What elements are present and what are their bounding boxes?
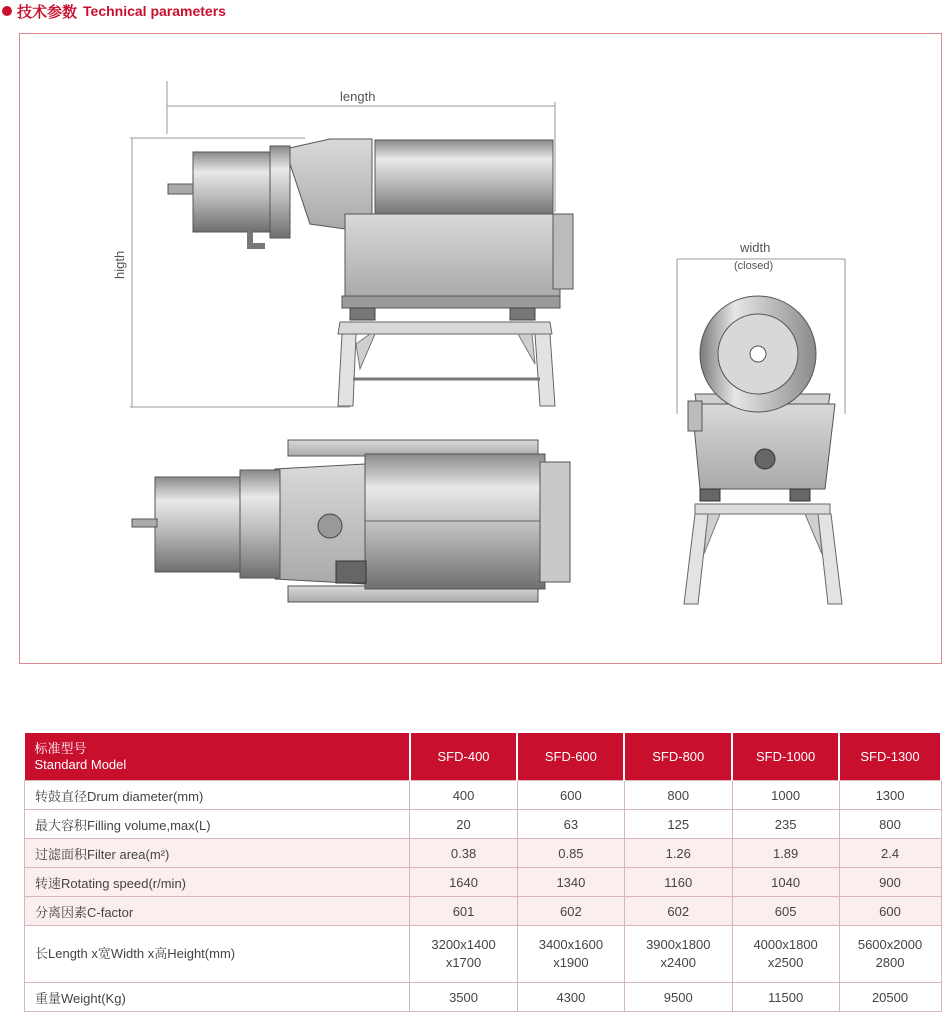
- cell-line: x1700: [445, 955, 482, 970]
- cell-line: 4000x1800: [753, 937, 818, 952]
- heading-en: Technical parameters: [83, 3, 226, 19]
- table-cell: 1340: [517, 868, 624, 897]
- machine-drawings: [20, 34, 941, 663]
- table-row: [25, 983, 942, 1012]
- table-cell: [624, 926, 732, 983]
- table-cell: 3500: [410, 983, 518, 1012]
- model-header: [25, 733, 410, 781]
- width-closed-label: (closed): [734, 260, 774, 272]
- table-row: [25, 868, 942, 897]
- table-cell: [410, 926, 518, 983]
- table-cell: 1300: [839, 781, 941, 810]
- table-cell: 1.26: [624, 839, 732, 868]
- table-cell: 20500: [839, 983, 941, 1012]
- table-cell: 1640: [410, 868, 518, 897]
- row-label: 过滤面积Filter area(m²): [25, 839, 410, 868]
- table-cell: 2.4: [839, 839, 941, 868]
- model-col-header: SFD-1000: [732, 733, 839, 781]
- table-row: [25, 839, 942, 868]
- section-heading: [2, 0, 226, 22]
- table-cell: [732, 926, 839, 983]
- bullet-icon: [2, 6, 12, 16]
- table-cell: 400: [410, 781, 518, 810]
- row-label: 最大容积Filling volume,max(L): [25, 810, 410, 839]
- table-row: [25, 810, 942, 839]
- table-row: [25, 926, 942, 983]
- table-cell: 9500: [624, 983, 732, 1012]
- side-view-drawing: [130, 81, 573, 407]
- row-label: 重量Weight(Kg): [25, 983, 410, 1012]
- table-row: [25, 781, 942, 810]
- row-label: 分离因素C-factor: [25, 897, 410, 926]
- table-cell: [517, 926, 624, 983]
- row-label: 转速Rotating speed(r/min): [25, 868, 410, 897]
- cell-line: 5600x2000: [857, 937, 923, 952]
- table-cell: 800: [839, 810, 941, 839]
- cell-line: x2500: [767, 955, 804, 970]
- end-view-drawing: [677, 259, 845, 604]
- table-cell: 1160: [624, 868, 732, 897]
- table-cell: 602: [517, 897, 624, 926]
- table-cell: 0.38: [410, 839, 518, 868]
- model-header-zh: 标准型号: [34, 740, 87, 756]
- cell-line: 3900x1800: [646, 937, 711, 952]
- table-cell: 63: [517, 810, 624, 839]
- table-cell: 235: [732, 810, 839, 839]
- row-label: 长Length x宽Width x高Height(mm): [25, 926, 410, 983]
- table-cell: 1040: [732, 868, 839, 897]
- model-header-en: Standard Model: [34, 756, 127, 772]
- length-label: length: [340, 89, 376, 104]
- table-cell: 4300: [517, 983, 624, 1012]
- table-cell: 20: [410, 810, 518, 839]
- table-cell: 1000: [732, 781, 839, 810]
- cell-line: 3200x1400: [431, 937, 496, 952]
- heading-zh: 技术参数: [17, 2, 78, 21]
- height-label: higth: [112, 250, 127, 279]
- table-cell: 900: [839, 868, 941, 897]
- model-col-header: SFD-800: [624, 733, 732, 781]
- table-cell: 600: [839, 897, 941, 926]
- table-row: [25, 897, 942, 926]
- model-col-header: SFD-1300: [839, 733, 941, 781]
- table-cell: 800: [624, 781, 732, 810]
- top-view-drawing: [132, 440, 570, 602]
- model-col-header: SFD-400: [410, 733, 518, 781]
- row-label: 转鼓直径Drum diameter(mm): [25, 781, 410, 810]
- table-cell: [839, 926, 941, 983]
- table-cell: 1.89: [732, 839, 839, 868]
- width-label: width: [740, 240, 771, 255]
- table-header-row: [25, 733, 942, 781]
- table-cell: 605: [732, 897, 839, 926]
- table-cell: 600: [517, 781, 624, 810]
- spec-table: [24, 733, 942, 1012]
- machine-diagram-panel: [19, 33, 942, 664]
- cell-line: x2400: [660, 955, 696, 970]
- cell-line: 3400x1600: [538, 937, 604, 952]
- cell-line: x1900: [553, 955, 589, 970]
- table-cell: 11500: [732, 983, 839, 1012]
- table-cell: 125: [624, 810, 732, 839]
- model-col-header: SFD-600: [517, 733, 624, 781]
- table-cell: 601: [410, 897, 518, 926]
- table-cell: 0.85: [517, 839, 624, 868]
- table-cell: 602: [624, 897, 732, 926]
- cell-line: 2800: [875, 955, 905, 970]
